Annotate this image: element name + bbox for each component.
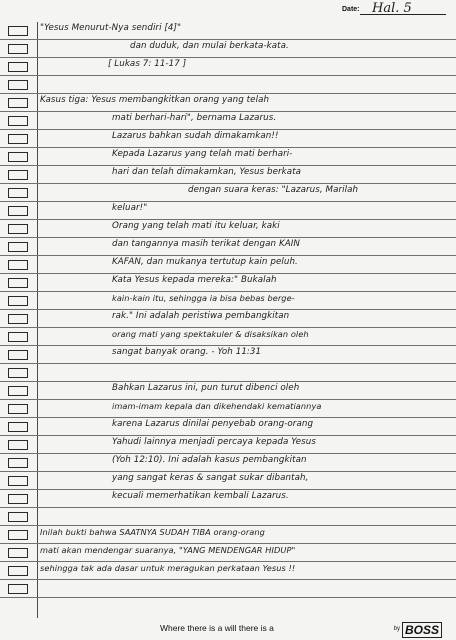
ruled-row: [0, 94, 456, 112]
handwritten-line: Kata Yesus kepada mereka:" Bukalah: [112, 275, 277, 285]
ruled-row: [0, 472, 456, 490]
handwritten-line: Kepada Lazarus yang telah mati berhari-: [112, 149, 293, 159]
ruled-row: [0, 580, 456, 598]
ruled-row: [0, 562, 456, 580]
ruled-row: [0, 256, 456, 274]
checkbox[interactable]: [8, 422, 28, 432]
handwritten-line: Inilah bukti bahwa SAATNYA SUDAH TIBA orang-orang: [40, 527, 265, 537]
checkbox[interactable]: [8, 494, 28, 504]
ruled-row: [0, 400, 456, 418]
checkbox[interactable]: [8, 206, 28, 216]
checkbox[interactable]: [8, 386, 28, 396]
checkbox[interactable]: [8, 278, 28, 288]
ruled-row: [0, 490, 456, 508]
checkbox[interactable]: [8, 98, 28, 108]
handwritten-line: Kasus tiga: Yesus membangkitkan orang yang telah: [40, 95, 270, 105]
ruled-row: [0, 274, 456, 292]
ruled-row: [0, 238, 456, 256]
checkbox[interactable]: [8, 476, 28, 486]
checkbox[interactable]: [8, 260, 28, 270]
ruled-row: [0, 364, 456, 382]
handwritten-line: Lazarus bahkan sudah dimakamkan!!: [112, 131, 279, 141]
checkbox[interactable]: [8, 530, 28, 540]
handwritten-line: mati berhari-hari", bernama Lazarus.: [112, 113, 277, 123]
handwritten-line: keluar!": [112, 203, 148, 213]
ruled-row: [0, 166, 456, 184]
ruled-row: [0, 76, 456, 94]
ruled-row: [0, 184, 456, 202]
ruled-row: [0, 40, 456, 58]
checkbox[interactable]: [8, 44, 28, 54]
handwritten-line: yang sangat keras & sangat sukar dibantah,: [112, 473, 309, 483]
date-label: Date:: [342, 6, 360, 13]
handwritten-line: dan duduk, dan mulai berkata-kata.: [130, 41, 289, 51]
checkbox[interactable]: [8, 512, 28, 522]
ruled-row: [0, 382, 456, 400]
ruled-row: [0, 220, 456, 238]
page-header: [0, 0, 456, 22]
checkbox[interactable]: [8, 584, 28, 594]
handwritten-line: mati akan mendengar suaranya, "YANG MENDENGAR HIDUP": [40, 545, 296, 555]
handwritten-line: sangat banyak orang. - Yoh 11:31: [112, 347, 262, 357]
checkbox[interactable]: [8, 296, 28, 306]
checkbox[interactable]: [8, 314, 28, 324]
handwritten-line: hari dan telah dimakamkan, Yesus berkata: [112, 167, 302, 177]
ruled-row: [0, 58, 456, 76]
ruled-row: [0, 544, 456, 562]
handwritten-line: rak." Ini adalah peristiwa pembangkitan: [112, 311, 290, 321]
checkbox[interactable]: [8, 26, 28, 36]
handwritten-line: imam-imam kepala dan dikehendaki kematiannya: [112, 401, 322, 411]
handwritten-line: kecuali memerhatikan kembali Lazarus.: [112, 491, 289, 501]
checkbox[interactable]: [8, 332, 28, 342]
checkbox[interactable]: [8, 458, 28, 468]
ruled-row: [0, 202, 456, 220]
handwritten-line: karena Lazarus dinilai penyebab orang-orang: [112, 419, 314, 429]
ruled-row: [0, 310, 456, 328]
checkbox[interactable]: [8, 170, 28, 180]
checkbox[interactable]: [8, 80, 28, 90]
handwritten-line: Yahudi lainnya menjadi percaya kepada Yesus: [112, 437, 316, 447]
handwritten-line: Bahkan Lazarus ini, pun turut dibenci oleh: [112, 383, 300, 393]
footer-motto: Where there is a will there is a: [160, 623, 274, 633]
checkbox[interactable]: [8, 350, 28, 360]
checkbox[interactable]: [8, 548, 28, 558]
ruled-row: [0, 328, 456, 346]
handwritten-line: kain-kain itu, sehingga ia bisa bebas berge-: [112, 293, 295, 303]
handwritten-line: (Yoh 12:10). Ini adalah kasus pembangkitan: [112, 455, 307, 465]
ruled-row: [0, 418, 456, 436]
checkbox[interactable]: [8, 368, 28, 378]
ruled-row: [0, 112, 456, 130]
handwritten-line: Orang yang telah mati itu keluar, kaki: [112, 221, 280, 231]
checkbox[interactable]: [8, 116, 28, 126]
ruled-row: [0, 22, 456, 40]
date-value: Hal. 5: [372, 1, 412, 16]
checkbox[interactable]: [8, 242, 28, 252]
handwritten-line: dengan suara keras: "Lazarus, Marilah: [188, 185, 359, 195]
checkbox[interactable]: [8, 440, 28, 450]
ruled-lines: [0, 22, 456, 618]
page-footer: [0, 618, 456, 640]
checkbox[interactable]: [8, 188, 28, 198]
checkbox[interactable]: [8, 566, 28, 576]
handwritten-line: orang mati yang spektakuler & disaksikan oleh: [112, 329, 309, 339]
ruled-row: [0, 436, 456, 454]
handwritten-line: [ Lukas 7: 11-17 ]: [108, 59, 187, 69]
ruled-row: [0, 130, 456, 148]
ruled-row: [0, 526, 456, 544]
checkbox[interactable]: [8, 224, 28, 234]
checkbox[interactable]: [8, 134, 28, 144]
checkbox[interactable]: [8, 152, 28, 162]
ruled-row: [0, 508, 456, 526]
checkbox[interactable]: [8, 62, 28, 72]
ruled-row: [0, 148, 456, 166]
checkbox[interactable]: [8, 404, 28, 414]
brand-by: by: [393, 626, 400, 632]
handwritten-line: dan tangannya masih terikat dengan KAIN: [112, 239, 300, 249]
brand-logo: BOSS: [402, 622, 442, 638]
handwritten-line: KAFAN, dan mukanya tertutup kain peluh.: [112, 257, 298, 267]
ruled-row: [0, 454, 456, 472]
ruled-row: [0, 292, 456, 310]
ruled-row: [0, 346, 456, 364]
handwritten-line: sehingga tak ada dasar untuk meragukan perkataan Yesus !!: [40, 563, 296, 573]
handwritten-line: "Yesus Menurut-Nya sendiri [4]": [40, 23, 182, 33]
